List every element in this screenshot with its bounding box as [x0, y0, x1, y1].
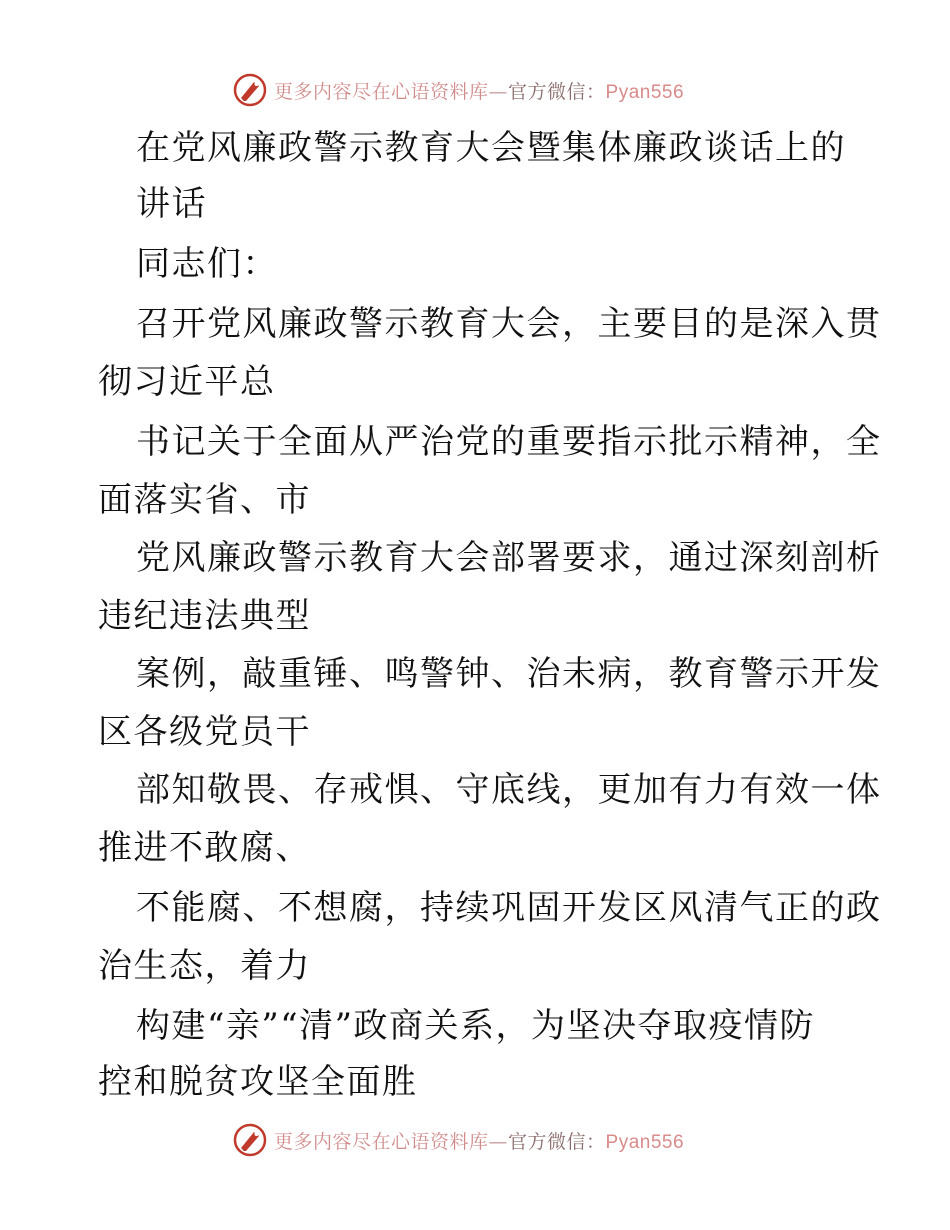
- watermark-banner-top: [232, 70, 684, 110]
- watermark-text: [274, 77, 684, 104]
- watermark-account-label: 官方微信：: [508, 80, 606, 103]
- fountain-pen-logo-icon: [232, 72, 268, 108]
- watermark-banner-bottom: [232, 1120, 684, 1160]
- watermark-separator: —: [488, 80, 509, 103]
- body-line: 违纪违法典型: [98, 596, 311, 636]
- body-line: 党风廉政警示教育大会部署要求，通过深刻剖析: [136, 538, 882, 578]
- body-line: 彻习近平总: [98, 362, 276, 402]
- body-line: 推进不敢腐、: [98, 828, 311, 868]
- body-line: 部知敬畏、存戒惧、守底线，更加有力有效一体: [136, 770, 882, 810]
- watermark-account-id: Pyan556: [605, 1131, 685, 1153]
- salutation: 同志们：: [136, 244, 278, 284]
- watermark-separator: —: [488, 1130, 509, 1153]
- body-line: 案例，敲重锤、鸣警钟、治未病，教育警示开发: [136, 654, 882, 694]
- watermark-account-id: Pyan556: [605, 81, 685, 103]
- watermark-text: [274, 1127, 684, 1154]
- fountain-pen-logo-icon: [232, 1122, 268, 1158]
- watermark-prefix: 更多内容尽在心语资料库: [274, 80, 489, 103]
- document-title-line-2: 讲话: [136, 184, 207, 224]
- body-line: 构建“亲”“清”政商关系，为坚决夺取疫情防: [136, 1006, 816, 1046]
- document-title-line-1: 在党风廉政警示教育大会暨集体廉政谈话上的: [136, 128, 846, 168]
- body-line: 区各级党员干: [98, 712, 311, 752]
- watermark-account-label: 官方微信：: [508, 1130, 606, 1153]
- body-line: 面落实省、市: [98, 480, 311, 520]
- body-line: 不能腐、不想腐，持续巩固开发区风清气正的政: [136, 888, 882, 928]
- body-line: 书记关于全面从严治党的重要指示批示精神，全: [136, 422, 882, 462]
- watermark-prefix: 更多内容尽在心语资料库: [274, 1130, 489, 1153]
- body-line: 召开党风廉政警示教育大会，主要目的是深入贯: [136, 304, 882, 344]
- body-line: 控和脱贫攻坚全面胜: [98, 1062, 418, 1102]
- body-line: 治生态，着力: [98, 946, 311, 986]
